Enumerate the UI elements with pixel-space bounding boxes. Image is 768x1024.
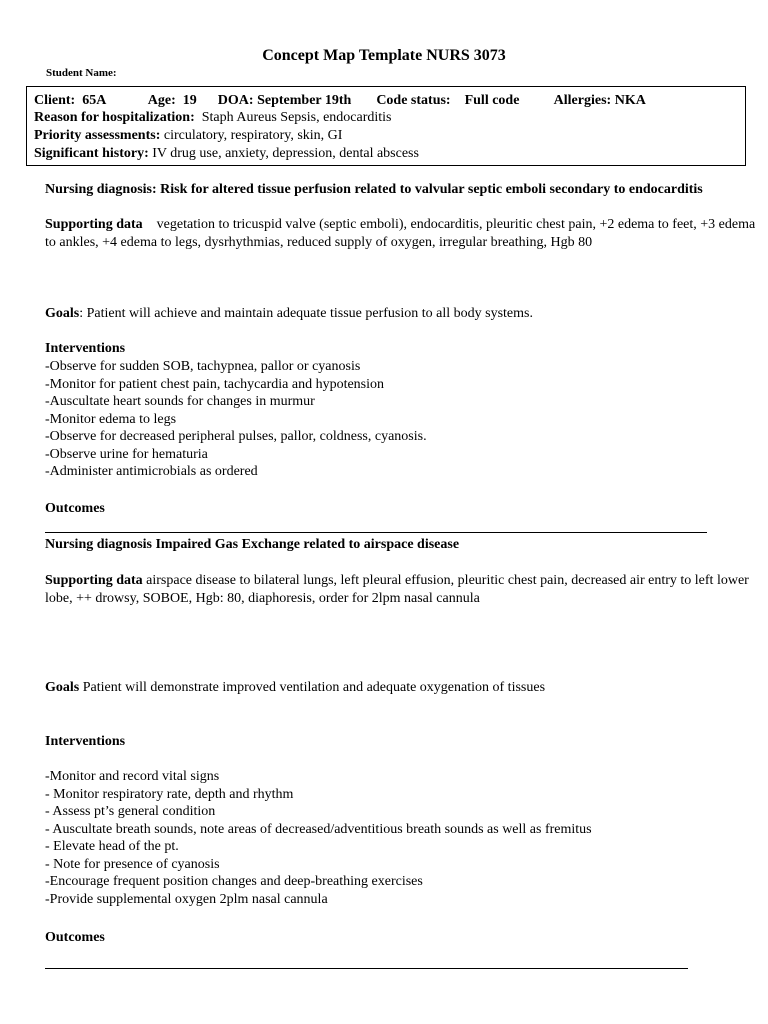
supporting-data-label: Supporting data <box>45 573 143 588</box>
diagnosis-1-supporting-data <box>45 216 768 251</box>
student-name-label: Student Name: <box>46 67 117 79</box>
diagnosis-1-goals <box>45 305 768 323</box>
list-item: - Auscultate breath sounds, note areas of decreased/adventitious breath sounds as well as fremitus <box>45 821 592 837</box>
priority-label: Priority assessments: <box>34 128 161 143</box>
diagnosis-2-interventions-label: Interventions <box>45 734 126 749</box>
supporting-data-text: vegetation to tricuspid valve (septic emboli), endocarditis, pleuritic chest pain, +2 edema to feet, +3 edema to ankles, +4 edema to legs, dysrhythmias, reduced supply of oxygen, irregular breathing, Hgb 80 <box>45 217 756 250</box>
age-label: Age: <box>147 93 176 108</box>
code-status-label: Code status: <box>376 93 451 108</box>
reason-label: Reason for hospitalization: <box>34 110 195 125</box>
outcomes-divider <box>45 968 688 969</box>
list-item: -Auscultate heart sounds for changes in murmur <box>45 394 315 409</box>
code-status-value: Full code <box>464 93 520 108</box>
list-item: -Observe urine for hematuria <box>45 446 208 462</box>
reason-value: Staph Aureus Sepsis, endocarditis <box>201 110 392 125</box>
diagnosis-2-goals <box>45 679 768 697</box>
list-item: -Administer antimicrobials as ordered <box>45 464 258 479</box>
history-row <box>34 145 419 162</box>
allergies-value: NKA <box>614 93 646 108</box>
doa-value: September 19th <box>257 93 352 108</box>
list-item: - Assess pt’s general condition <box>45 804 216 819</box>
list-item: -Observe for sudden SOB, tachypnea, pallor or cyanosis <box>45 359 361 374</box>
list-item: -Provide supplemental oxygen 2plm nasal cannula <box>45 891 328 907</box>
age-value: 19 <box>182 93 197 108</box>
page-title: Concept Map Template NURS 3073 <box>262 47 506 64</box>
doa-label: DOA: <box>217 93 254 108</box>
list-item: - Elevate head of the pt. <box>45 839 179 854</box>
client-info-row <box>34 92 646 109</box>
diagnosis-2-outcomes-label: Outcomes <box>45 930 105 945</box>
goals-text: Patient will demonstrate improved ventilation and adequate oxygenation of tissues <box>82 680 546 695</box>
diagnosis-2-heading: Nursing diagnosis Impaired Gas Exchange related to airspace disease <box>45 537 460 552</box>
diagnosis-1-interventions-list <box>45 358 768 481</box>
list-item: -Encourage frequent position changes and deep-breathing exercises <box>45 874 423 889</box>
goals-label: Goals <box>45 680 80 695</box>
diagnosis-1-interventions-label: Interventions <box>45 341 126 356</box>
diagnosis-1-heading: Nursing diagnosis: Risk for altered tissue perfusion related to valvular septic emboli secondary to endocarditis <box>45 182 703 197</box>
allergies-label: Allergies: <box>553 93 612 108</box>
diagnosis-2-supporting-data <box>45 572 768 607</box>
list-item: -Monitor for patient chest pain, tachycardia and hypotension <box>45 376 385 392</box>
diagnosis-1-outcomes-label: Outcomes <box>45 501 105 516</box>
supporting-data-text: airspace disease to bilateral lungs, left pleural effusion, pleuritic chest pain, decreased air entry to left lower lobe, ++ drowsy, SOBOE, Hgb: 80, diaphoresis, order for 2lpm nasal cannula <box>45 573 749 606</box>
list-item: - Note for presence of cyanosis <box>45 856 220 872</box>
goals-label: Goals <box>45 306 80 321</box>
list-item: -Observe for decreased peripheral pulses, pallor, coldness, cyanosis. <box>45 429 427 444</box>
supporting-data-label: Supporting data <box>45 217 143 232</box>
list-item: -Monitor and record vital signs <box>45 769 220 784</box>
history-value: IV drug use, anxiety, depression, dental abscess <box>152 146 419 161</box>
history-label: Significant history: <box>34 146 149 161</box>
priority-value: circulatory, respiratory, skin, GI <box>163 128 343 143</box>
reason-row <box>34 109 392 126</box>
diagnosis-2-interventions-list <box>45 768 768 908</box>
outcomes-divider <box>45 532 707 533</box>
priority-row <box>34 127 342 144</box>
list-item: -Monitor edema to legs <box>45 411 177 427</box>
client-value: 65A <box>82 93 106 108</box>
client-label: Client: <box>34 93 76 108</box>
goals-text: : Patient will achieve and maintain adequate tissue perfusion to all body systems. <box>79 306 533 321</box>
list-item: - Monitor respiratory rate, depth and rhythm <box>45 786 294 802</box>
